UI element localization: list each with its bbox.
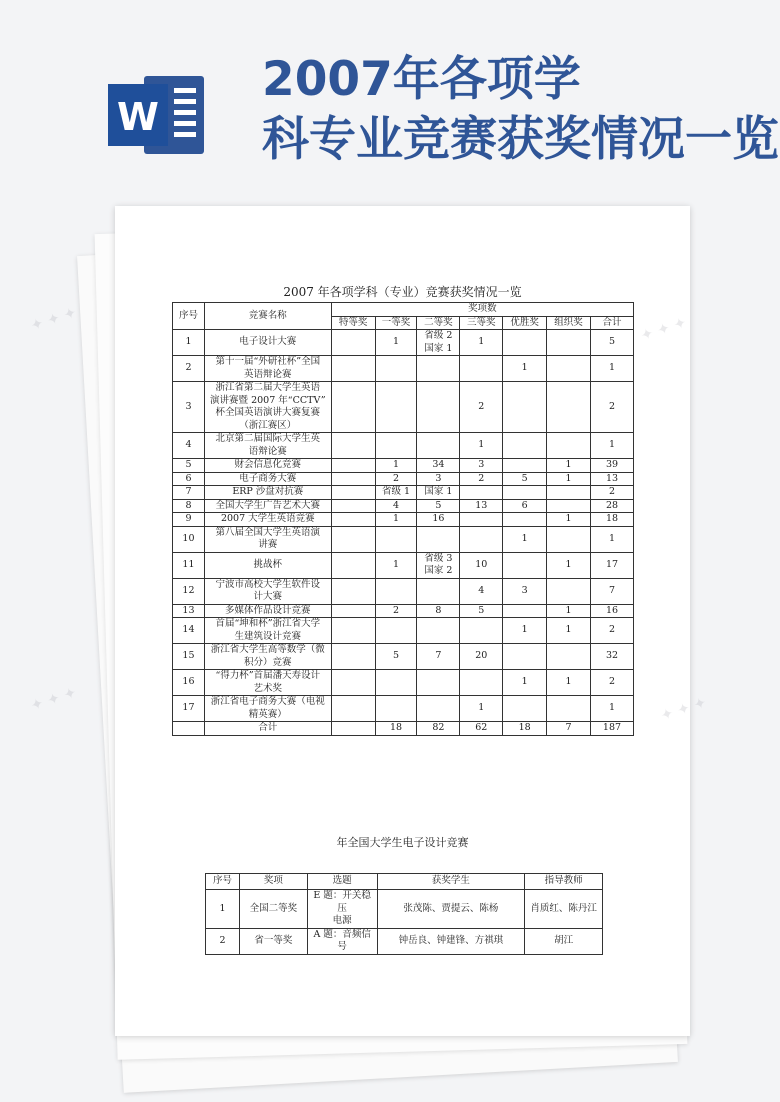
table-row xyxy=(173,356,634,382)
row-yideng: 1 xyxy=(375,330,417,356)
total-zuzhi: 7 xyxy=(547,722,591,736)
row-index: 17 xyxy=(173,696,205,722)
row-index: 5 xyxy=(173,459,205,473)
row-sandeng xyxy=(460,486,503,500)
row-yideng xyxy=(375,382,417,433)
row-index: 2 xyxy=(173,356,205,382)
row-yideng xyxy=(375,526,417,552)
row-tedeng xyxy=(331,552,375,578)
table2-idx: 1 xyxy=(206,890,240,929)
row-tedeng xyxy=(331,513,375,527)
row-total: 2 xyxy=(591,670,634,696)
table2-students: 钟岳良、钟建锋、方祺琪 xyxy=(377,928,525,954)
table2-header-3: 获奖学生 xyxy=(377,874,525,890)
row-index: 1 xyxy=(173,330,205,356)
awards-summary-body xyxy=(173,330,634,736)
row-erdeng xyxy=(417,356,460,382)
table2-header-0: 序号 xyxy=(206,874,240,890)
row-index: 6 xyxy=(173,472,205,486)
row-index: 13 xyxy=(173,604,205,618)
row-sandeng: 1 xyxy=(460,696,503,722)
row-competition-name: 宁波市高校大学生软件设 计大赛 xyxy=(204,578,331,604)
row-zuzhi: 1 xyxy=(547,618,591,644)
row-zuzhi xyxy=(547,526,591,552)
row-total: 2 xyxy=(591,382,634,433)
row-yideng xyxy=(375,578,417,604)
row-zuzhi xyxy=(547,578,591,604)
row-competition-name: 浙江省电子商务大赛（电视 精英赛） xyxy=(204,696,331,722)
row-erdeng: 7 xyxy=(417,644,460,670)
row-index: 9 xyxy=(173,513,205,527)
row-yideng: 1 xyxy=(375,459,417,473)
row-yousheng xyxy=(503,552,547,578)
row-index: 8 xyxy=(173,499,205,513)
row-erdeng: 16 xyxy=(417,513,460,527)
header-name: 竞赛名称 xyxy=(204,303,331,330)
row-index: 11 xyxy=(173,552,205,578)
row-index: 15 xyxy=(173,644,205,670)
row-yousheng: 6 xyxy=(503,499,547,513)
row-competition-name: 挑战杯 xyxy=(204,552,331,578)
row-total: 1 xyxy=(591,696,634,722)
row-sandeng xyxy=(460,526,503,552)
table2-award: 省一等奖 xyxy=(239,928,307,954)
row-competition-name: 财会信息化竞赛 xyxy=(204,459,331,473)
row-yousheng xyxy=(503,486,547,500)
row-zuzhi xyxy=(547,499,591,513)
row-sandeng: 5 xyxy=(460,604,503,618)
table-row xyxy=(173,330,634,356)
row-competition-name: 2007 大学生英语竞赛 xyxy=(204,513,331,527)
row-tedeng xyxy=(331,356,375,382)
table2-topic: E 题：开关稳压 电源 xyxy=(307,890,377,929)
row-competition-name: ERP 沙盘对抗赛 xyxy=(204,486,331,500)
row-competition-name: 浙江省大学生高等数学（微 积分）竞赛 xyxy=(204,644,331,670)
page-title xyxy=(262,50,779,170)
row-tedeng xyxy=(331,670,375,696)
table-row xyxy=(173,644,634,670)
row-yideng xyxy=(375,618,417,644)
row-zuzhi: 1 xyxy=(547,670,591,696)
table-row xyxy=(173,472,634,486)
row-yideng: 2 xyxy=(375,604,417,618)
row-tedeng xyxy=(331,578,375,604)
total-sandeng: 62 xyxy=(460,722,503,736)
row-total: 17 xyxy=(591,552,634,578)
total-tedeng xyxy=(331,722,375,736)
header-col-1: 一等奖 xyxy=(375,316,417,330)
row-tedeng xyxy=(331,433,375,459)
row-zuzhi: 1 xyxy=(547,472,591,486)
header-col-2: 二等奖 xyxy=(417,316,460,330)
word-logo-icon xyxy=(108,72,208,158)
row-competition-name: 第八届全国大学生英语演 讲赛 xyxy=(204,526,331,552)
row-zuzhi xyxy=(547,382,591,433)
table2-award: 全国二等奖 xyxy=(239,890,307,929)
row-sandeng: 1 xyxy=(460,433,503,459)
row-tedeng xyxy=(331,526,375,552)
document-title: 2007 年各项学科（专业）竞赛获奖情况一览 xyxy=(283,285,522,299)
row-yousheng: 1 xyxy=(503,670,547,696)
row-yideng xyxy=(375,696,417,722)
total-yideng: 18 xyxy=(375,722,417,736)
row-zuzhi: 1 xyxy=(547,459,591,473)
row-sandeng xyxy=(460,618,503,644)
row-total: 28 xyxy=(591,499,634,513)
row-zuzhi: 1 xyxy=(547,604,591,618)
header-index: 序号 xyxy=(173,303,205,330)
row-erdeng xyxy=(417,526,460,552)
table2-idx: 2 xyxy=(206,928,240,954)
row-total: 16 xyxy=(591,604,634,618)
row-total: 2 xyxy=(591,618,634,644)
row-sandeng xyxy=(460,356,503,382)
awards-summary-table xyxy=(172,302,634,736)
row-index: 7 xyxy=(173,486,205,500)
table2-header-2: 选题 xyxy=(307,874,377,890)
page-title-line1: 2007年各项学 xyxy=(262,52,581,107)
row-tedeng xyxy=(331,604,375,618)
row-index: 10 xyxy=(173,526,205,552)
row-zuzhi xyxy=(547,330,591,356)
row-erdeng xyxy=(417,618,460,644)
table-row xyxy=(206,890,603,929)
table-row xyxy=(173,513,634,527)
table-row xyxy=(173,670,634,696)
header-award-count: 奖项数 xyxy=(331,303,633,317)
row-yideng xyxy=(375,356,417,382)
row-index: 3 xyxy=(173,382,205,433)
row-competition-name: 全国大学生广告艺术大赛 xyxy=(204,499,331,513)
row-zuzhi xyxy=(547,433,591,459)
row-yideng xyxy=(375,433,417,459)
total-row xyxy=(173,722,634,736)
table-row xyxy=(173,552,634,578)
row-competition-name: 电子设计大赛 xyxy=(204,330,331,356)
row-yideng: 省级 1 xyxy=(375,486,417,500)
row-zuzhi xyxy=(547,486,591,500)
table2-teacher: 胡江 xyxy=(525,928,603,954)
row-yousheng xyxy=(503,382,547,433)
total-total: 187 xyxy=(591,722,634,736)
row-total: 1 xyxy=(591,356,634,382)
row-tedeng xyxy=(331,459,375,473)
row-index: 16 xyxy=(173,670,205,696)
row-sandeng: 1 xyxy=(460,330,503,356)
table2-body xyxy=(206,890,603,955)
row-yideng: 4 xyxy=(375,499,417,513)
row-competition-name: 首届“坤和杯”浙江省大学 生建筑设计竞赛 xyxy=(204,618,331,644)
row-index: 4 xyxy=(173,433,205,459)
row-yideng: 2 xyxy=(375,472,417,486)
row-yousheng xyxy=(503,459,547,473)
total-index xyxy=(173,722,205,736)
row-competition-name: 浙江省第二届大学生英语 演讲赛暨 2007 年“CCTV” 杯全国英语演讲大赛复赛 （浙江赛区） xyxy=(204,382,331,433)
row-erdeng xyxy=(417,670,460,696)
row-yousheng: 5 xyxy=(503,472,547,486)
watermark: ✦ ✦ ✦ xyxy=(638,313,689,345)
row-index: 12 xyxy=(173,578,205,604)
row-total: 2 xyxy=(591,486,634,500)
row-yousheng xyxy=(503,604,547,618)
table2-topic: A 题：音频信号 xyxy=(307,928,377,954)
section2-title: 年全国大学生电子设计竞赛 xyxy=(336,836,469,849)
watermark: ✦ ✦ ✦ xyxy=(28,303,79,335)
table-row xyxy=(173,604,634,618)
row-tedeng xyxy=(331,472,375,486)
table2-header-1: 奖项 xyxy=(239,874,307,890)
row-competition-name: “得力杯”首届潘天寿设计 艺术奖 xyxy=(204,670,331,696)
row-yousheng xyxy=(503,696,547,722)
table-row xyxy=(173,696,634,722)
row-total: 7 xyxy=(591,578,634,604)
row-sandeng: 2 xyxy=(460,472,503,486)
row-competition-name: 多媒体作品设计竞赛 xyxy=(204,604,331,618)
row-tedeng xyxy=(331,486,375,500)
total-label: 合计 xyxy=(204,722,331,736)
row-sandeng: 2 xyxy=(460,382,503,433)
table-row xyxy=(173,382,634,433)
table-row xyxy=(173,433,634,459)
row-sandeng: 3 xyxy=(460,459,503,473)
row-zuzhi: 1 xyxy=(547,513,591,527)
table-row xyxy=(206,928,603,954)
table-row xyxy=(173,578,634,604)
row-index: 14 xyxy=(173,618,205,644)
header-col-5: 组织奖 xyxy=(547,316,591,330)
page-title-line2: 科专业竞赛获奖情况一览 xyxy=(262,112,779,167)
row-tedeng xyxy=(331,499,375,513)
row-yousheng xyxy=(503,513,547,527)
row-yideng: 1 xyxy=(375,513,417,527)
row-yousheng xyxy=(503,433,547,459)
row-yideng xyxy=(375,670,417,696)
row-erdeng: 省级 3 国家 2 xyxy=(417,552,460,578)
table2-header-4: 指导教师 xyxy=(525,874,603,890)
table-row xyxy=(173,526,634,552)
row-tedeng xyxy=(331,330,375,356)
total-yousheng: 18 xyxy=(503,722,547,736)
row-erdeng: 5 xyxy=(417,499,460,513)
row-erdeng: 8 xyxy=(417,604,460,618)
row-yousheng: 1 xyxy=(503,356,547,382)
header-col-0: 特等奖 xyxy=(331,316,375,330)
watermark: ✦ ✦ ✦ xyxy=(28,683,79,715)
row-sandeng xyxy=(460,670,503,696)
row-sandeng xyxy=(460,513,503,527)
row-yideng: 5 xyxy=(375,644,417,670)
row-total: 39 xyxy=(591,459,634,473)
table-row xyxy=(173,459,634,473)
table2-students: 张茂陈、贾提云、陈杨 xyxy=(377,890,525,929)
row-erdeng xyxy=(417,696,460,722)
row-erdeng: 34 xyxy=(417,459,460,473)
row-competition-name: 电子商务大赛 xyxy=(204,472,331,486)
header-col-6: 合计 xyxy=(591,316,634,330)
table2-teacher: 肖质红、陈丹江 xyxy=(525,890,603,929)
row-erdeng xyxy=(417,578,460,604)
header-col-3: 三等奖 xyxy=(460,316,503,330)
row-total: 13 xyxy=(591,472,634,486)
row-total: 1 xyxy=(591,526,634,552)
total-erdeng: 82 xyxy=(417,722,460,736)
document-page xyxy=(115,206,690,1036)
watermark: ✦ ✦ ✦ xyxy=(658,693,709,725)
row-total: 1 xyxy=(591,433,634,459)
row-erdeng xyxy=(417,382,460,433)
row-competition-name: 第十一届“外研社杯”全国 英语辩论赛 xyxy=(204,356,331,382)
electronic-design-table xyxy=(205,873,603,955)
row-yousheng: 3 xyxy=(503,578,547,604)
row-erdeng: 3 xyxy=(417,472,460,486)
row-sandeng: 13 xyxy=(460,499,503,513)
row-competition-name: 北京第二届国际大学生英 语辩论赛 xyxy=(204,433,331,459)
row-yousheng: 1 xyxy=(503,526,547,552)
row-tedeng xyxy=(331,382,375,433)
row-zuzhi xyxy=(547,644,591,670)
row-zuzhi xyxy=(547,356,591,382)
row-erdeng: 省级 2 国家 1 xyxy=(417,330,460,356)
row-total: 18 xyxy=(591,513,634,527)
row-tedeng xyxy=(331,696,375,722)
row-zuzhi xyxy=(547,696,591,722)
row-yideng: 1 xyxy=(375,552,417,578)
row-total: 5 xyxy=(591,330,634,356)
row-tedeng xyxy=(331,644,375,670)
row-tedeng xyxy=(331,618,375,644)
row-sandeng: 4 xyxy=(460,578,503,604)
row-yousheng xyxy=(503,330,547,356)
row-zuzhi: 1 xyxy=(547,552,591,578)
row-erdeng xyxy=(417,433,460,459)
header-col-4: 优胜奖 xyxy=(503,316,547,330)
table-row xyxy=(173,618,634,644)
row-sandeng: 20 xyxy=(460,644,503,670)
row-sandeng: 10 xyxy=(460,552,503,578)
table-row xyxy=(173,499,634,513)
table2-header-row xyxy=(206,874,603,890)
row-yousheng xyxy=(503,644,547,670)
row-erdeng: 国家 1 xyxy=(417,486,460,500)
row-total: 32 xyxy=(591,644,634,670)
word-logo-letter: W xyxy=(117,95,159,139)
row-yousheng: 1 xyxy=(503,618,547,644)
table-row xyxy=(173,486,634,500)
